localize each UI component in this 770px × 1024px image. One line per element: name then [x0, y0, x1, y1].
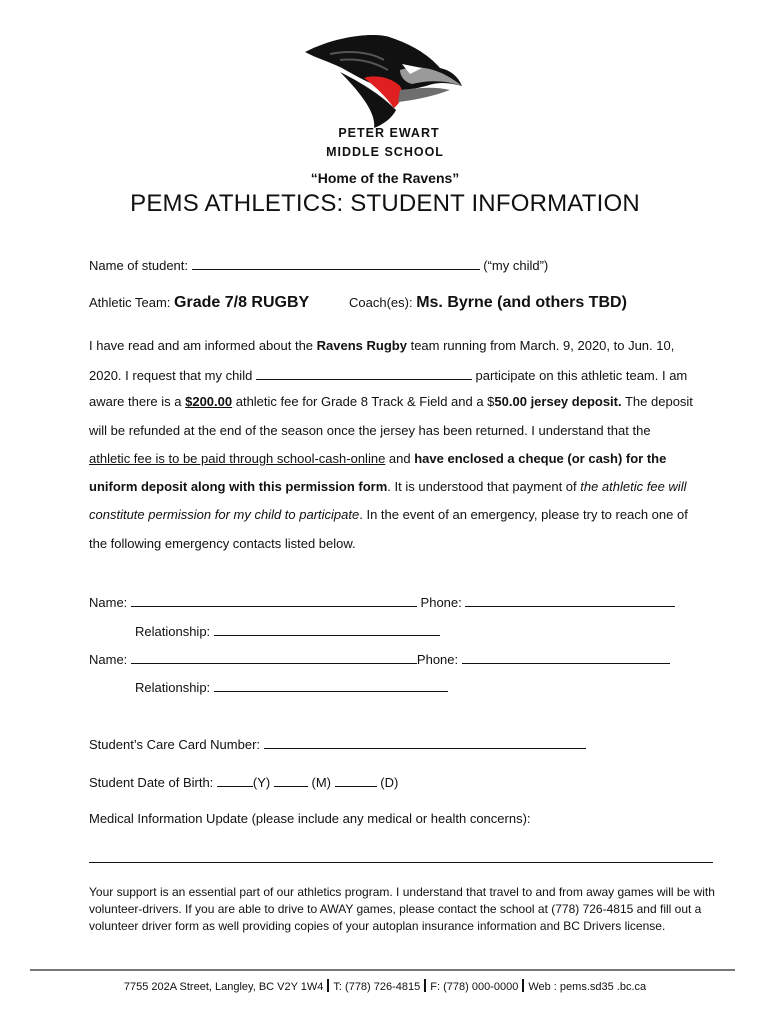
emergency-contact-2-row: [89, 650, 670, 667]
dob-day-field[interactable]: [335, 773, 377, 787]
consent-text: aware there is a: [89, 394, 186, 409]
care-card-label: Student’s Care Card Number:: [89, 737, 261, 752]
consent-text: . In the event of an emergency, please try to reach one of: [359, 507, 688, 522]
student-name-suffix: (“my child”): [483, 258, 549, 273]
fee-amount: $200.00: [185, 394, 233, 409]
relationship-label: Relationship:: [135, 680, 211, 695]
contact-2-phone-field[interactable]: [462, 650, 670, 664]
coach-row: [349, 294, 627, 312]
footer-separator: [522, 979, 524, 992]
consent-text: team running from March. 9, 2020, to Jun. 10,: [406, 338, 675, 353]
emergency-contact-1-row: [89, 593, 675, 610]
school-name-line-2: MIDDLE SCHOOL: [326, 145, 444, 159]
cheque-notice: have enclosed a cheque (or cash) for the: [414, 451, 667, 466]
student-name-row: [89, 256, 548, 273]
contact-name-label: Name:: [89, 595, 128, 610]
page-title: PEMS ATHLETICS: STUDENT INFORMATION: [130, 190, 640, 217]
child-name-field[interactable]: [256, 366, 472, 380]
footer-fax: F: (778) 000-0000: [430, 981, 519, 993]
payment-method-text: athletic fee is to be paid through school-cash-online: [89, 451, 386, 466]
school-motto: “Home of the Ravens”: [310, 170, 460, 186]
contact-phone-label: Phone:: [420, 595, 462, 610]
medical-info-label: Medical Information Update (please include any medical or health concerns):: [89, 811, 531, 826]
contact-1-name-field[interactable]: [131, 593, 417, 607]
contact-phone-label: Phone:: [416, 652, 459, 667]
team-label: Athletic Team:: [89, 295, 171, 310]
permission-text: constitute permission for my child to participate: [89, 507, 360, 522]
footer: [0, 979, 770, 993]
student-name-field[interactable]: [192, 256, 480, 270]
consent-text: athletic fee for Grade 8 Track & Field and a $: [232, 394, 495, 409]
contact-1-relationship-field[interactable]: [214, 622, 440, 636]
dob-month-field[interactable]: [274, 773, 308, 787]
medical-info-field[interactable]: [89, 862, 713, 863]
dob-year-label: (Y): [252, 775, 271, 790]
consent-text: will be refunded at the end of the season once the jersey has been returned. I understand that the: [89, 423, 651, 438]
team-value: Grade 7/8 RUGBY: [174, 294, 310, 311]
care-card-row: [89, 735, 586, 752]
consent-text: the following emergency contacts listed below.: [89, 536, 356, 551]
consent-text: The deposit: [621, 394, 693, 409]
consent-text: and: [385, 451, 415, 466]
consent-text: I have read and am informed about the: [89, 338, 317, 353]
coach-label: Coach(es):: [349, 295, 413, 310]
emergency-contact-1-relationship-row: [135, 622, 440, 639]
raven-head-logo: [300, 30, 470, 130]
cheque-notice: uniform deposit along with this permission form: [89, 479, 388, 494]
consent-text: 2020. I request that my child: [89, 368, 256, 383]
dob-year-field[interactable]: [217, 773, 253, 787]
footer-phone: T: (778) 726-4815: [333, 981, 421, 993]
contact-1-phone-field[interactable]: [465, 593, 675, 607]
emergency-contact-2-relationship-row: [135, 678, 448, 695]
relationship-label: Relationship:: [135, 624, 211, 639]
consent-text: . It is understood that payment of: [387, 479, 581, 494]
coach-value: Ms. Byrne (and others TBD): [416, 294, 627, 311]
school-name-line-1: PETER EWART: [338, 126, 440, 140]
support-text: Your support is an essential part of our athletics program. I understand that travel to and from away games will be with volunteer-drivers. If you are able to drive to AWAY games, please contact the school at (778) 726-4815 and fill out a volunteer driver form as well providing copies of your autoplan insurance information and BC Drivers license.: [89, 885, 715, 933]
contact-2-relationship-field[interactable]: [214, 678, 448, 692]
footer-divider: [30, 969, 735, 971]
dob-row: [89, 773, 398, 790]
team-row: [89, 294, 309, 312]
team-name-emphasis: Ravens Rugby: [316, 338, 407, 353]
dob-day-label: (D): [380, 775, 399, 790]
jersey-deposit: 50.00 jersey deposit.: [494, 394, 622, 409]
student-name-label: Name of student:: [89, 258, 188, 273]
dob-month-label: (M): [311, 775, 332, 790]
footer-website: Web : pems.sd35 .bc.ca: [528, 981, 647, 993]
contact-name-label: Name:: [89, 652, 128, 667]
consent-text: participate on this athletic team. I am: [471, 368, 688, 383]
consent-paragraph: [89, 338, 739, 558]
contact-2-name-field[interactable]: [131, 650, 417, 664]
footer-separator: [327, 979, 329, 992]
dob-label: Student Date of Birth:: [89, 775, 214, 790]
footer-address: 7755 202A Street, Langley, BC V2Y 1W4: [123, 981, 324, 993]
care-card-field[interactable]: [264, 735, 586, 749]
footer-separator: [424, 979, 426, 992]
permission-text: the athletic fee will: [580, 479, 687, 494]
